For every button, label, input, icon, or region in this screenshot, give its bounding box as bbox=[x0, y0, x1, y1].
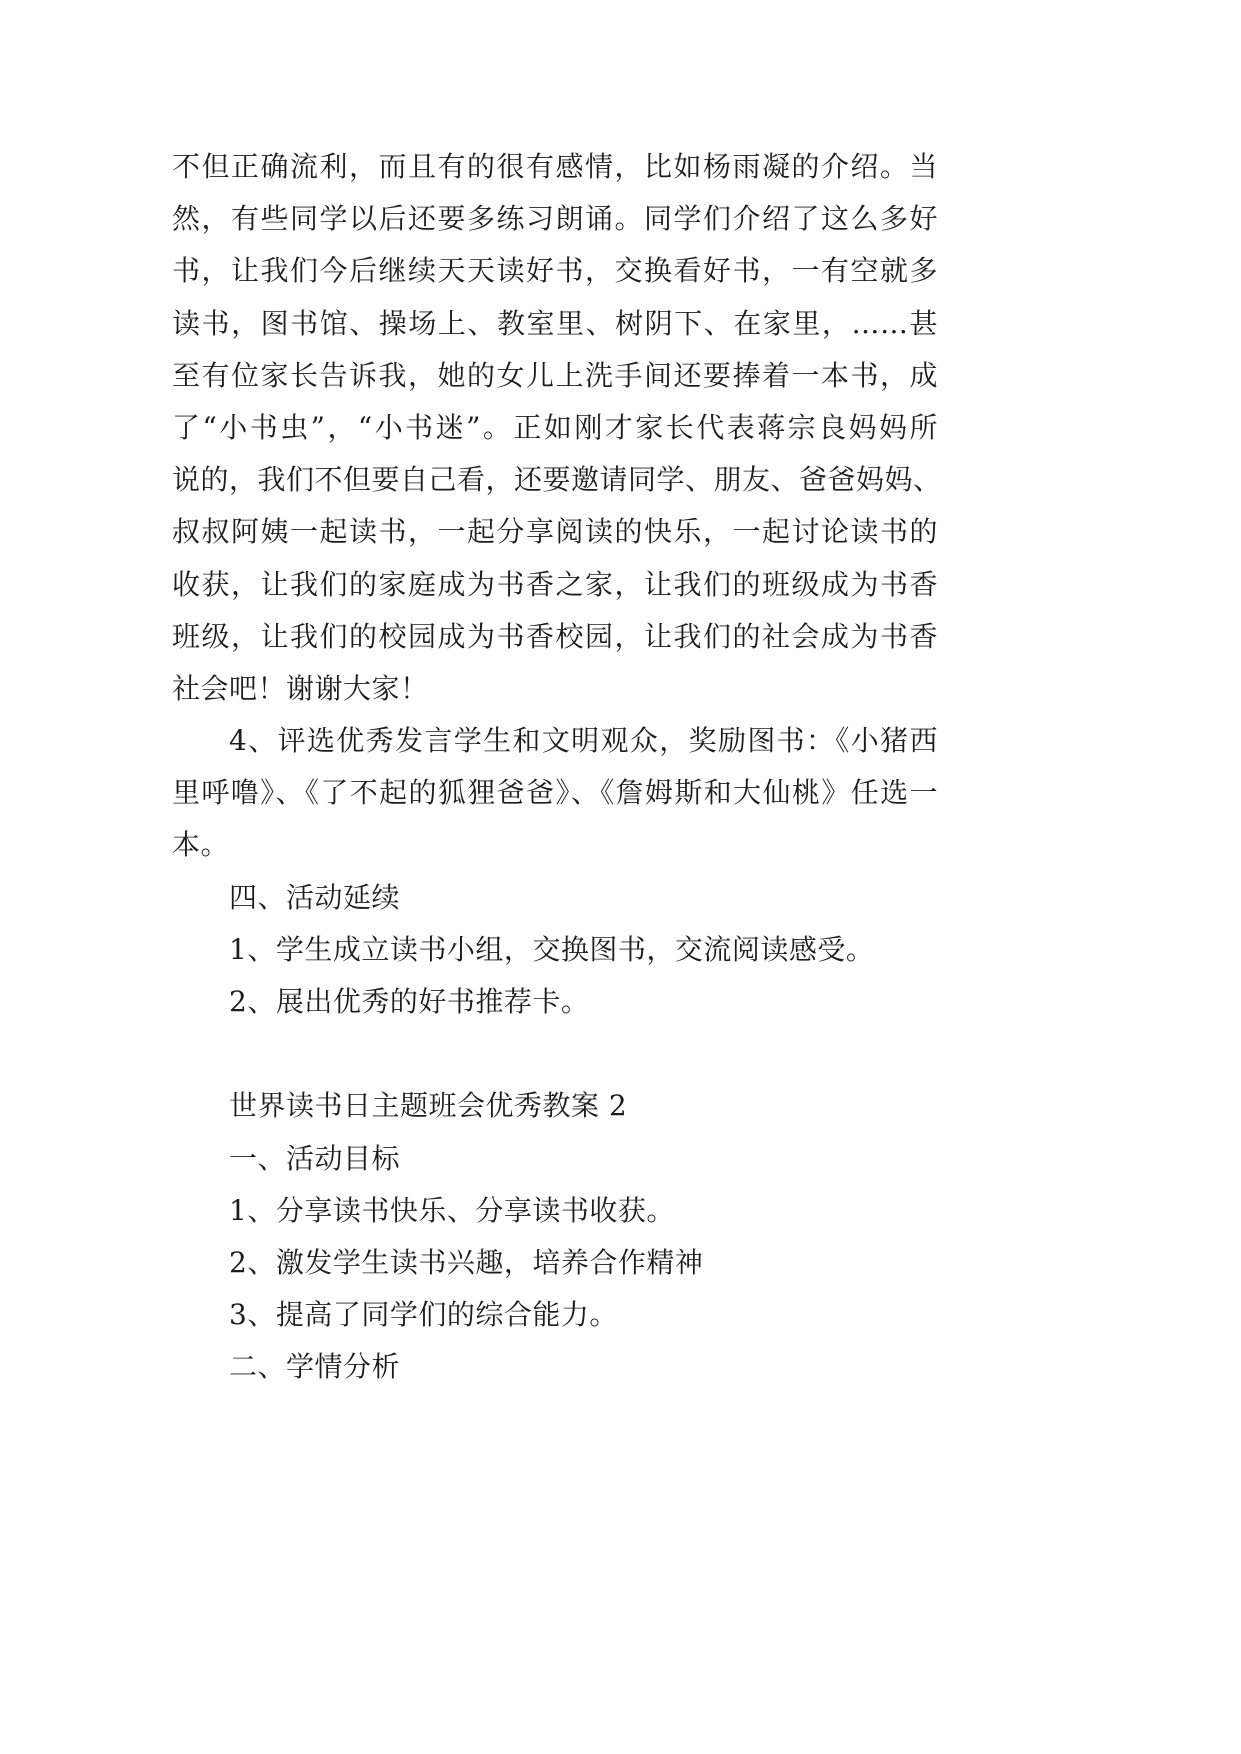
lesson-title: 世界读书日主题班会优秀教案 2 bbox=[229, 1089, 628, 1123]
list-item: 1、学生成立读书小组，交换图书，交流阅读感受。 bbox=[229, 932, 875, 966]
text-line: 读书，图书馆、操场上、教室里、树阴下、在家里，……甚 bbox=[172, 306, 938, 340]
list-item: 2、激发学生读书兴趣，培养合作精神 bbox=[229, 1245, 704, 1279]
paragraph-award-books bbox=[172, 715, 938, 872]
text-line: 说的，我们不但要自己看，还要邀请同学、朋友、爸爸妈妈、 bbox=[172, 463, 942, 497]
text-line: 了“小书虫”，“小书迷”。正如刚才家长代表蒋宗良妈妈所 bbox=[172, 410, 938, 444]
paragraph-reading-summary bbox=[172, 141, 942, 715]
text-line: 班级，让我们的校园成为书香校园，让我们的社会成为书香 bbox=[172, 619, 938, 653]
list-item: 3、提高了同学们的综合能力。 bbox=[229, 1298, 618, 1332]
blank-line bbox=[172, 1028, 938, 1080]
section-heading-student-analysis: 二、学情分析 bbox=[229, 1350, 401, 1384]
text-line: 里呼噜》、《了不起的狐狸爸爸》、《詹姆斯和大仙桃》任选一 bbox=[172, 776, 938, 810]
section-heading-activity-extension: 四、活动延续 bbox=[229, 880, 401, 914]
text-line: 不但正确流利，而且有的很有感情，比如杨雨凝的介绍。当 bbox=[172, 150, 938, 183]
section-heading-activity-goals: 一、活动目标 bbox=[229, 1141, 401, 1175]
text-line: 社会吧！谢谢大家！ bbox=[172, 671, 429, 705]
text-line: 至有位家长告诉我，她的女儿上洗手间还要捧着一本书，成 bbox=[172, 358, 938, 392]
text-line: 然，有些同学以后还要多练习朗诵。同学们介绍了这么多好 bbox=[172, 202, 938, 236]
list-item: 2、展出优秀的好书推荐卡。 bbox=[229, 985, 590, 1018]
text-line: 书，让我们今后继续天天读好书，交换看好书，一有空就多 bbox=[172, 254, 938, 288]
text-line: 叔叔阿姨一起读书，一起分享阅读的快乐，一起讨论读书的 bbox=[172, 515, 938, 549]
text-line: 收获，让我们的家庭成为书香之家，让我们的班级成为书香 bbox=[172, 567, 938, 601]
text-line: 4、评选优秀发言学生和文明观众，奖励图书：《小猪西 bbox=[229, 724, 938, 758]
text-line: 本。 bbox=[172, 828, 230, 862]
list-item: 1、分享读书快乐、分享读书收获。 bbox=[229, 1193, 675, 1227]
text-body bbox=[172, 141, 942, 1394]
